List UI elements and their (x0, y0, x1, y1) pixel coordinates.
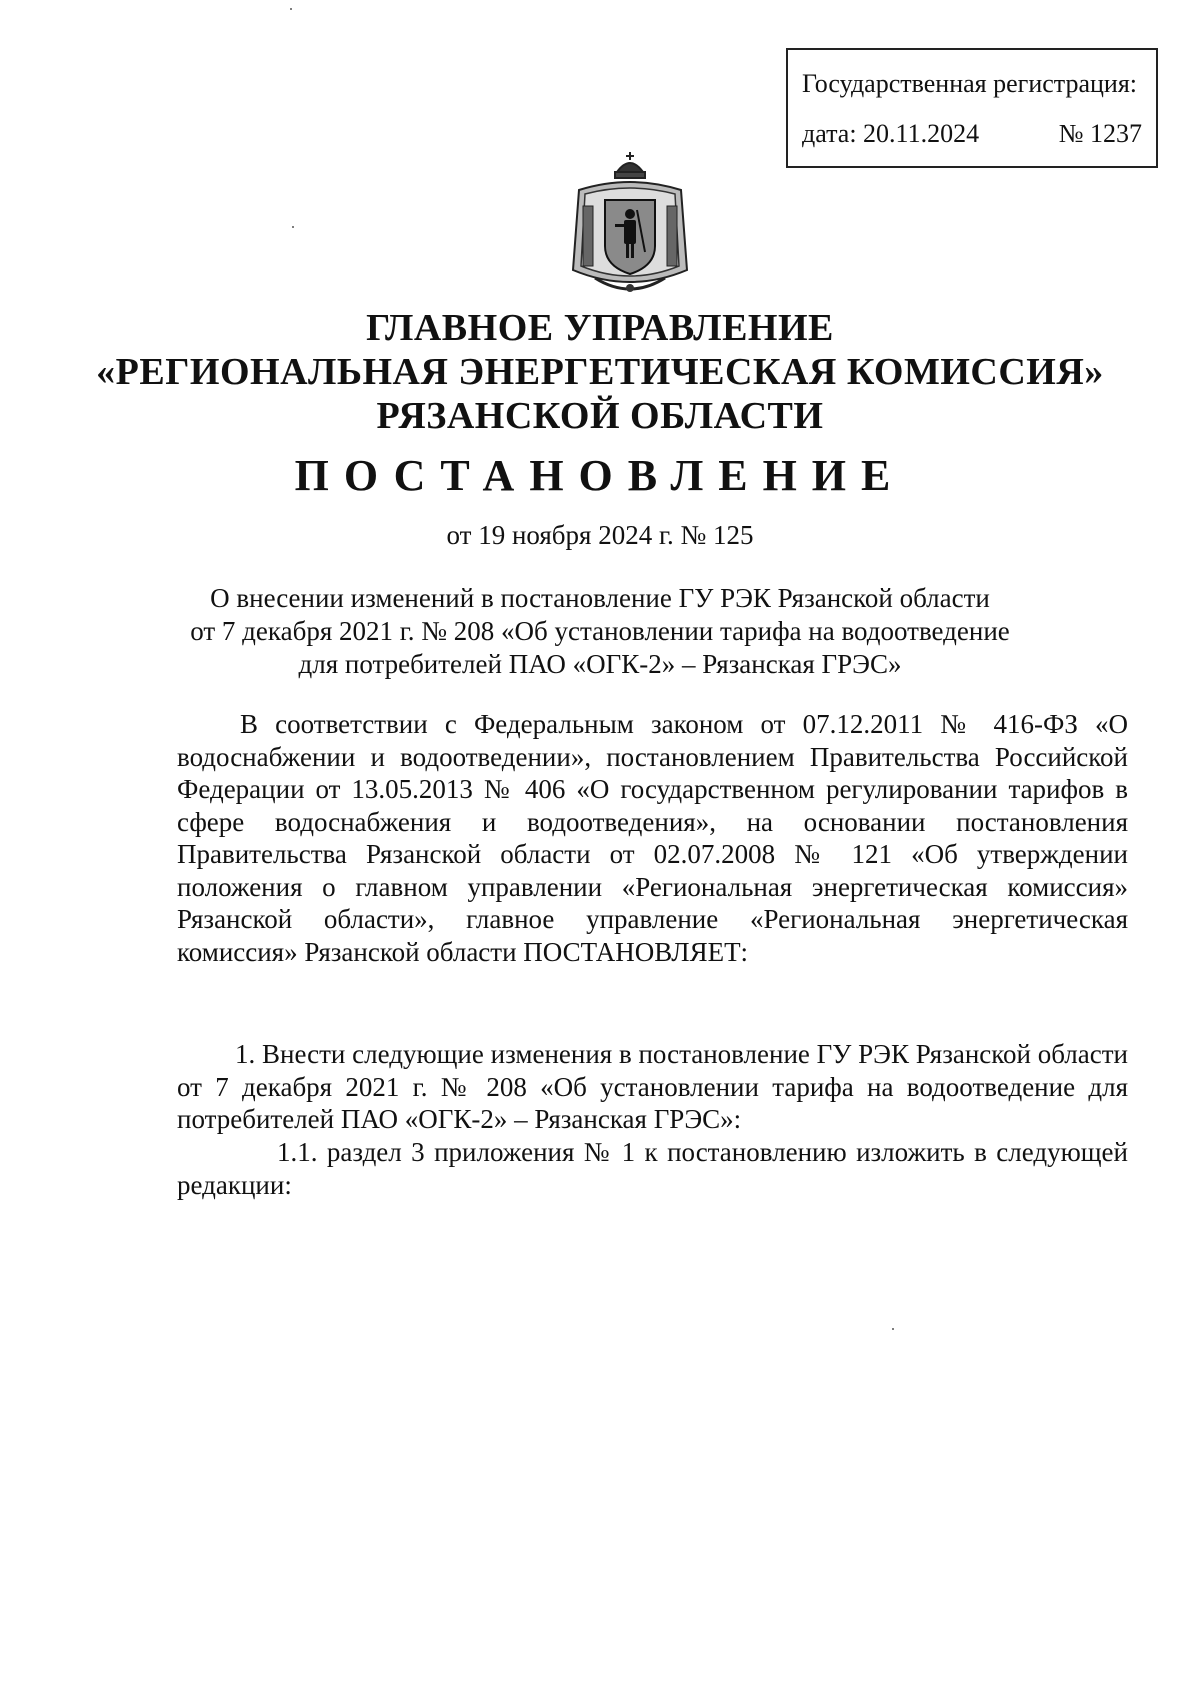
preamble-paragraph: В соответствии с Федеральным законом от 07.12.2011 № 416-ФЗ «О водоснабжении и водоотведении», постановлением Правительства Российской Федерации от 13.05.2013 № 406 «О государственном регулировании тарифов в сфере водоснабжения и водоотведения», на основании постановления Правительства Рязанской области от 02.07.2008 № 121 «Об утверждении положения о главном управлении «Региональная энергетическая комиссия» Рязанской области», главное управление «Региональная энергетическая комиссия» Рязанской области ПОСТАНОВЛЯЕТ: (177, 709, 1128, 967)
subject-line-2: от 7 декабря 2021 г. № 208 «Об установлении тарифа на водоотведение (190, 616, 1010, 646)
item-1-paragraph: 1. Внести следующие изменения в постановление ГУ РЭК Рязанской области от 7 декабря 2021 г. № 208 «Об установлении тарифа на водоотведение для потребителей ПАО «ОГК-2» – Рязанская ГРЭС»: (177, 1039, 1128, 1134)
subject-line-1: О внесении изменений в постановление ГУ РЭК Рязанской области (210, 583, 990, 613)
org-title-line-3: РЯЗАНСКОЙ ОБЛАСТИ (376, 395, 824, 437)
subject-line-3: для потребителей ПАО «ОГК-2» – Рязанская ГРЭС» (298, 649, 902, 679)
registration-title: Государственная регистрация: (802, 69, 1138, 98)
document-subject (150, 582, 1050, 681)
document-date-number: от 19 ноября 2024 г. № 125 (446, 520, 754, 550)
scan-speck (292, 226, 294, 228)
scan-speck (892, 1328, 894, 1330)
document-type-heading: ПОСТАНОВЛЕНИЕ (294, 451, 906, 500)
organization-title (0, 306, 1200, 438)
org-title-line-2: «РЕГИОНАЛЬНАЯ ЭНЕРГЕТИЧЕСКАЯ КОМИССИЯ» (96, 351, 1104, 393)
scan-speck (290, 8, 292, 10)
registration-number: № 1237 (1058, 119, 1142, 148)
ryazan-coat-of-arms-icon (565, 150, 695, 300)
registration-stamp (786, 48, 1158, 168)
item-1-1-paragraph: 1.1. раздел 3 приложения № 1 к постановлению изложить в следующей редакции: (177, 1137, 1128, 1200)
org-title-line-1: ГЛАВНОЕ УПРАВЛЕНИЕ (366, 307, 834, 349)
registration-date: дата: 20.11.2024 (802, 119, 980, 148)
